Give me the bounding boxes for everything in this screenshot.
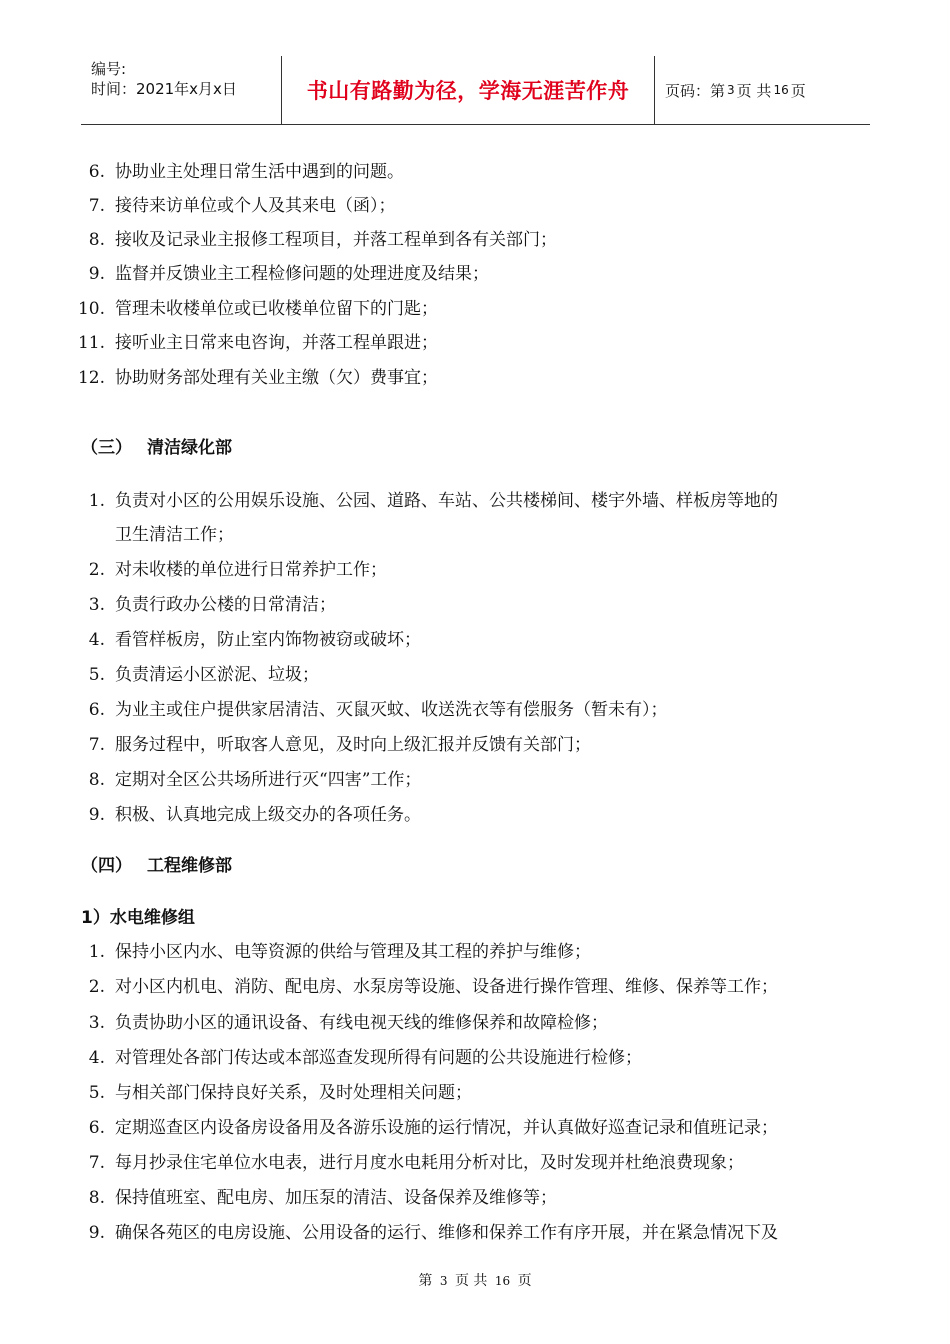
page-suffix: 页 — [790, 81, 806, 100]
footer-total: 16 — [494, 1274, 511, 1288]
footer-mid: 页 共 — [454, 1273, 488, 1289]
document-number-label: 编号: — [91, 60, 127, 78]
page-total: 16 — [773, 83, 789, 97]
document-date: 时间：2021年x月x日 — [91, 80, 237, 98]
footer-current: 3 — [439, 1274, 448, 1288]
page-header — [81, 56, 870, 125]
subheading-water-electric: 1）水电维修组 — [81, 908, 195, 928]
footer-prefix: 第 — [418, 1273, 433, 1289]
header-motto: 书山有路勤为径，学海无涯苦作舟 — [306, 79, 630, 103]
header-meta — [81, 56, 281, 124]
footer-suffix: 页 — [517, 1273, 532, 1289]
section-heading-engineering: （四） 工程维修部 — [81, 856, 232, 876]
page-footer — [0, 1270, 950, 1290]
page-prefix: 页码：第 — [665, 81, 726, 100]
header-page-number — [655, 56, 870, 124]
page-mid: 页 共 — [736, 81, 772, 100]
section-heading-cleaning: （三） 清洁绿化部 — [81, 438, 232, 458]
page-current: 3 — [727, 83, 735, 97]
header-motto-cell — [281, 56, 655, 124]
